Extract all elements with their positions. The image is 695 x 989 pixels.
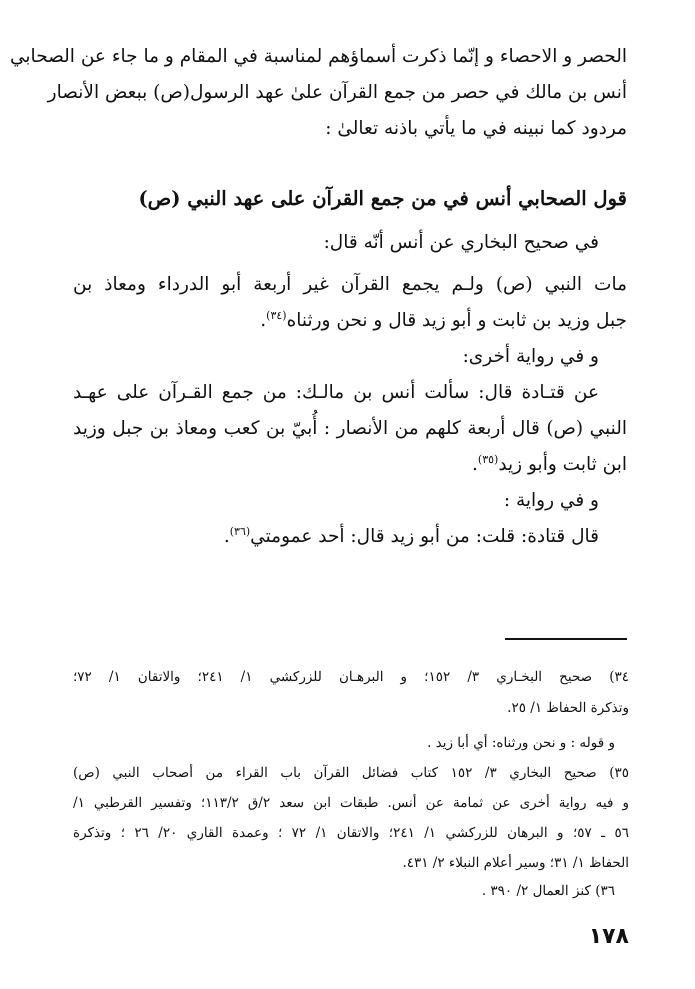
footnote-34-note: و قوله : و نحن ورثناه: أي أبا زيد . [427, 735, 615, 751]
quote-3-line-text: قال قتادة: قلت: من أبو زيد قال: أحد عمومتي [250, 526, 599, 547]
footnote-34-line-2: وتذكرة الحفاظ ١/ ٢٥. [507, 700, 629, 716]
footnote-35-line-2: و فيه رواية أخرى عن ثمامة عن أنس. طبقات ابن سعد ٢/ق ١١٣/٢؛ وتفسير القرطبي ١/ [73, 795, 629, 811]
footnote-35-line-3: ٥٦ ـ ٥٧؛ و البرهان للزركشي ١/ ٢٤١؛ والاتقان ١/ ٧٢ ؛ وعمدة القاري ٢٠/ ٢٦ ؛ وتذكرة [73, 825, 630, 841]
footnote-36: ٣٦) كنز العمال ٢/ ٣٩٠ . [481, 883, 615, 899]
footnote-ref-36: (٣٦) [229, 524, 251, 538]
section-heading: قول الصحابي أنس في من جمع القرآن على عهد النبي (ص) [138, 187, 627, 210]
full-stop: . [223, 526, 230, 547]
footnote-divider [505, 638, 627, 640]
quote-1-line-1: مات النبي (ص) ولـم يجمع القرآن غير أربعة أبو الدرداء ومعاذ بن [73, 274, 627, 295]
footnote-ref-35: (٣٥) [477, 452, 499, 466]
quote-3-intro: و في رواية : [503, 490, 599, 511]
quote-1-intro: في صحيح البخاري عن أنس أنّه قال: [323, 232, 599, 253]
quote-2-line-1: عن قتـادة قال: سألت أنس بن مالـك: من جمع القـرآن على عهـد [73, 382, 599, 403]
page-number: ١٧٨ [588, 924, 629, 949]
intro-line-1: الحصر و الاحصاء و إنّما ذكرت أسماؤهم لمناسبة في المقام و ما جاء عن الصحابي [9, 46, 627, 67]
quote-2-line-3-text: ابن ثابت وأبو زيد [498, 454, 627, 475]
full-stop: . [472, 454, 478, 475]
quote-2-line-2: النبي (ص) قال أربعة كلهم من الأنصار : أُبيّ بن كعب ومعاذ بن جبل وزيد [73, 418, 627, 439]
footnote-34-line-1: ٣٤) صحيح البخـاري ٣/ ١٥٢؛ و البرهـان للزركشي ١/ ٢٤١؛ والاتقان ١/ ٧٢؛ [73, 669, 630, 685]
quote-2-intro: و في رواية أخرى: [462, 346, 599, 367]
intro-line-3: مردود كما نبينه في ما يأتي باذنه تعالىٰ : [325, 118, 627, 139]
quote-1-line-2 [260, 306, 627, 336]
footnote-35-line-1: ٣٥) صحيح البخاري ٣/ ١٥٢ كتاب فضائل القرآن باب القراء من أصحاب النبي (ص) [73, 765, 630, 781]
full-stop: . [260, 310, 267, 331]
quote-2-line-3 [472, 450, 627, 480]
quote-1-line-2-text: جبل وزيد بن ثابت و أبو زيد قال و نحن ورثناه [286, 310, 627, 331]
footnote-ref-34: (٣٤) [266, 308, 287, 322]
footnote-35-line-4: الحفاظ ١/ ٣١؛ وسير أعلام النبلاء ٢/ ٤٣١. [402, 855, 629, 871]
intro-line-2: أنس بن مالك في حصر من جمع القرآن علىٰ عهد الرسول(ص) ببعض الأنصار [47, 82, 627, 103]
quote-3-line [224, 522, 599, 552]
